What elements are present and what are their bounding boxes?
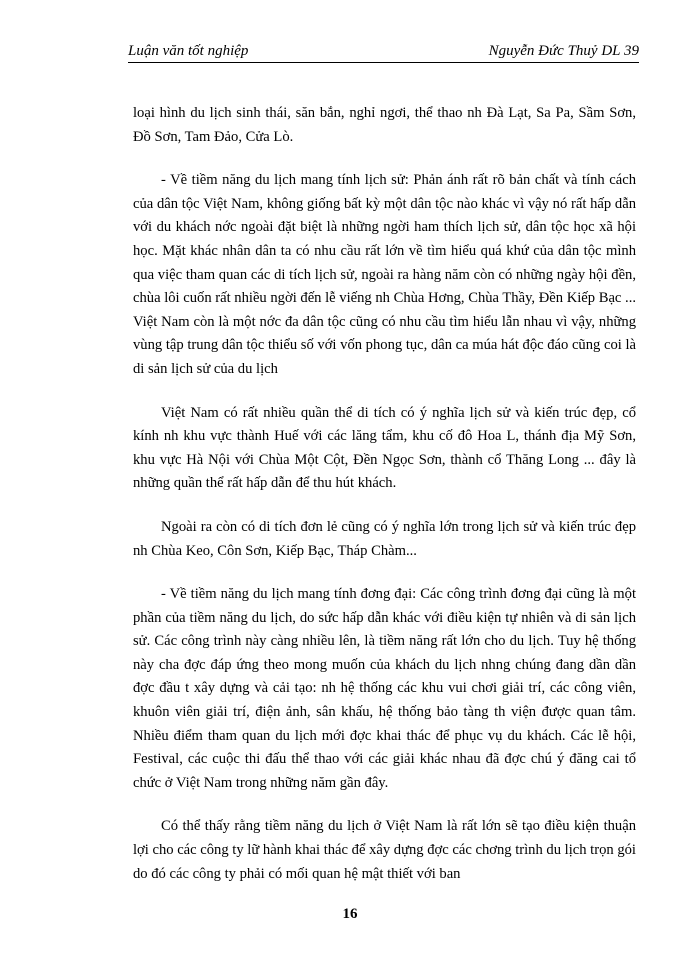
page-header [128,41,639,63]
paragraph-continuation: loại hình du lịch sinh thái, săn bắn, nghỉ ngơi, thể thao nh Đà Lạt, Sa Pa, Sầm Sơn, Đồ Sơn, Tam Đảo, Cửa Lò. [133,105,636,145]
paragraph-historical-potential: - Về tiềm năng du lịch mang tính lịch sử: Phản ánh rất rõ bản chất và tính cách của dân tộc Việt Nam, không giống bất kỳ một dân tộc nào khác vì vậy nó rất hấp dẫn với du khách nớc ngoài đặt biệt là những ngời ham thích lịch sử, dân tộc học xã hội học. Mặt khác nhân dân ta có nhu cầu rất lớn về tìm hiểu quá khứ của dân tộc mình qua việc tham quan các di tích lịch sử, ngoài ra hàng năm còn có những ngày hội đền, chùa lôi cuốn rất nhiều ngời đến lễ viếng nh Chùa Hơng, Chùa Thầy, Đền Kiếp Bạc ... Việt Nam còn là một nớc đa dân tộc cũng có nhu cầu tìm hiểu lẫn nhau vì vậy, những vùng tập trung dân tộc thiểu số với vốn phong tục, dân ca múa hát độc đáo cũng coi là di sản lịch sử của du lịch [133,172,636,377]
paragraph-conclusion: Có thể thấy rằng tiềm năng du lịch ở Việt Nam là rất lớn sẽ tạo điều kiện thuận lợi cho các công ty lữ hành khai thác để xây dựng đợc các chơng trình du lịch trọn gói do đó các công ty phải có mối quan hệ mật thiết với ban [133,818,636,882]
page-body [133,102,636,906]
paragraph-monument-complexes: Việt Nam có rất nhiều quần thể di tích có ý nghĩa lịch sử và kiến trúc đẹp, cổ kính nh khu vực thành Huế với các lăng tẩm, khu cố đô Hoa L, thánh địa Mỹ Sơn, khu vực Hà Nội với Chùa Một Cột, Đền Ngọc Sơn, thành cổ Thăng Long ... đây là những quần thể rất hấp dẫn để thu hút khách. [133,404,636,492]
page-number: 16 [342,906,358,922]
paragraph-single-relics: Ngoài ra còn có di tích đơn lẻ cũng có ý nghĩa lớn trong lịch sử và kiến trúc đẹp nh Chùa Keo, Côn Sơn, Kiếp Bạc, Tháp Chàm... [133,518,636,559]
header-thesis-title: Luận văn tốt nghiệp [128,43,249,59]
paragraph-contemporary-potential: - Về tiềm năng du lịch mang tính đơng đại: Các công trình đơng đại cũng là một phần của tiềm năng du lịch, do sức hấp dẫn khác với điều kiện tự nhiên và di sản lịch sử. Các công trình này càng nhiều lên, là tiềm năng rất lớn cho du lịch. Tuy hệ thống này cha đợc đáp ứng theo mong muốn của khách du lịch nhng chúng đang dần dần đợc đầu t xây dựng và cải tạo: nh hệ thống các khu vui chơi giải trí, các công viên, khuôn viên giải trí, điện ảnh, sân khấu, hệ thống bảo tàng th viện được quan tâm. Nhiều điểm tham quan du lịch mới đợc khai thác để phục vụ du khách. Các lễ hội, Festival, các cuộc thi đấu thể thao với các giải khác nhau đã đợc chú ý đăng cai tổ chức ở Việt Nam trong những năm gần đây. [133,586,636,791]
header-author: Nguyễn Đức Thuỷ DL 39 [488,43,639,59]
